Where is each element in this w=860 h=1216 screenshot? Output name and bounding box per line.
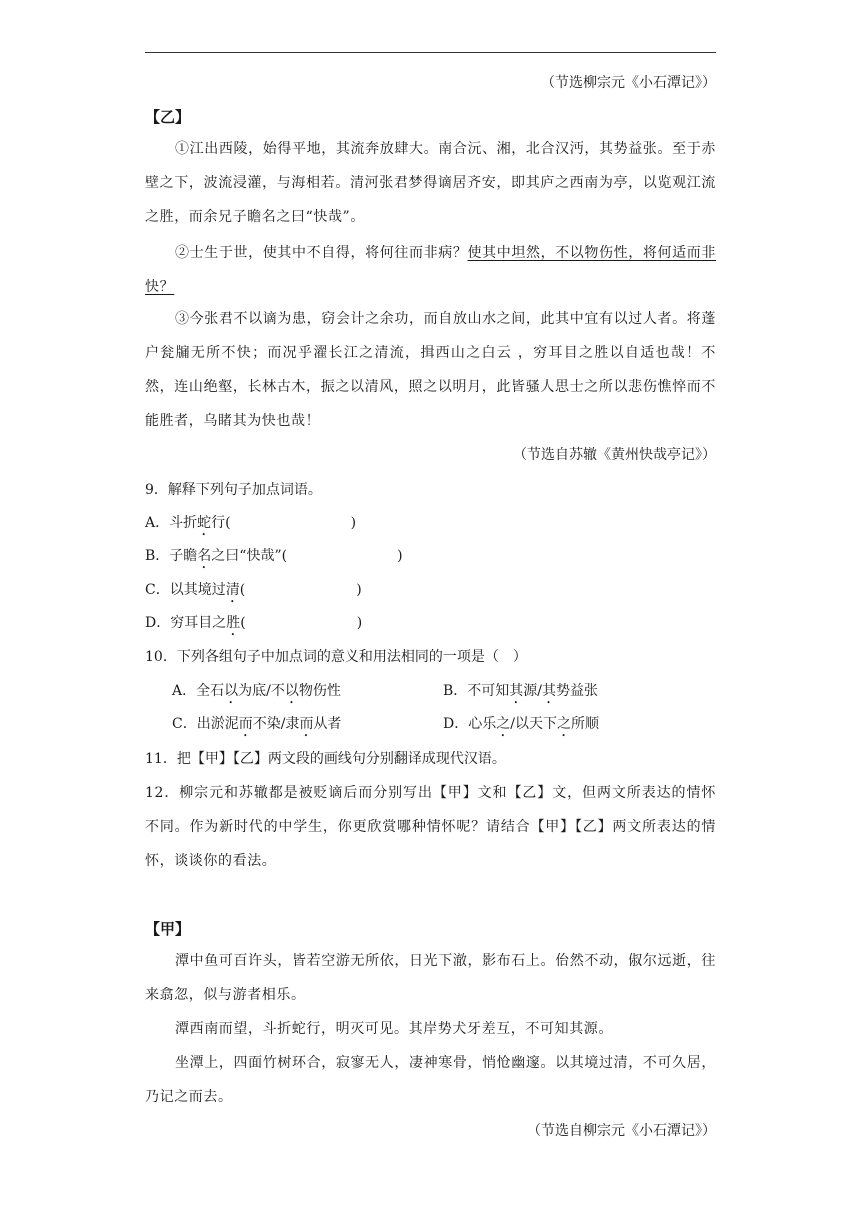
q10-option-b: B．不可知其源/其势益张 <box>443 683 599 699</box>
jia-paragraph-2: 潭西南而望，斗折蛇行，明灭可见。其岸势犬牙差互，不可知其源。 <box>175 1021 613 1037</box>
q9-option-d: D．穷耳目之胜( ) <box>145 615 363 631</box>
q10-stem: 10．下列各组句子中加点词的意义和用法相同的一项是（ ） <box>145 649 527 665</box>
q10-option-c: C．出淤泥而不染/隶而从者 <box>172 716 342 732</box>
jia-source: （节选自柳宗元《小石潭记》） <box>527 1123 716 1139</box>
source-top: （节选柳宗元《小石潭记》） <box>541 75 716 91</box>
q11-stem: 11．把【甲】【乙】两文段的画线句分别翻译成现代汉语。 <box>145 751 506 767</box>
q12-stem: 12．柳宗元和苏辙都是被贬谪后而分别写出【甲】文和【乙】文，但两文所表达的情怀不同。作为新时代的中学生，你更欣赏哪种情怀呢？请结合【甲】【乙】两文所表达的情怀，谈谈你的看法。 <box>145 785 716 869</box>
yi-paragraph-3: ③今张君不以谪为患，窃会计之余功，而自放山水之间，此其中宜有以过人者。将蓬户瓮牖无所不快；而况乎濯长江之清流，揖西山之白云 ，穷耳目之胜以自适也哉！不然，连山绝壑，长林古木，振之以清风，照之以明月，此皆骚人思士之所以悲伤憔悴而不能胜者，乌睹其为快也哉！ <box>145 311 716 429</box>
q9-stem: 9．解释下列句子加点词语。 <box>145 482 322 498</box>
q10-option-d: D．心乐之/以天下之所顺 <box>443 716 599 732</box>
header-rule <box>145 52 716 53</box>
yi-paragraph-2 <box>145 236 716 304</box>
q10-option-a: A．全石以为底/不以物伤性 <box>172 683 341 699</box>
jia-paragraph-3: 坐潭上，四面竹树环合，寂寥无人，凄神寒骨，悄怆幽邃。以其境过清，不可久居，乃记之而去。 <box>145 1055 716 1105</box>
jia-paragraph-1: 潭中鱼可百许头，皆若空游无所依，日光下澈，影布石上。佁然不动，俶尔远逝，往来翕忽，似与游者相乐。 <box>145 953 716 1003</box>
yi-underlined-sentence: 使其中坦然，不以物伤性，将何适而非快？ <box>145 245 717 295</box>
q9-option-c: C．以其境过清( ) <box>145 582 362 598</box>
yi-p2-text: ②士生于世，使其中不自得，将何往而非病？ <box>175 245 468 261</box>
q9-option-a: A．斗折蛇行( ) <box>145 515 357 531</box>
jia-tag: 【甲】 <box>145 920 191 938</box>
yi-paragraph-1: ①江出西陵，始得平地，其流奔放肆大。南合沅、湘，北合汉沔，其势益张。至于赤壁之下，波流浸灌，与海相若。清河张君梦得谪居齐安，即其庐之西南为亭，以览观江流之胜，而余兄子瞻名之曰“快哉”。 <box>145 141 716 225</box>
yi-source: （节选自苏辙《黄州快哉亭记》） <box>513 447 716 463</box>
yi-tag: 【乙】 <box>145 108 191 126</box>
q9-option-b: B．子瞻名之曰“快哉”( ) <box>145 548 403 564</box>
